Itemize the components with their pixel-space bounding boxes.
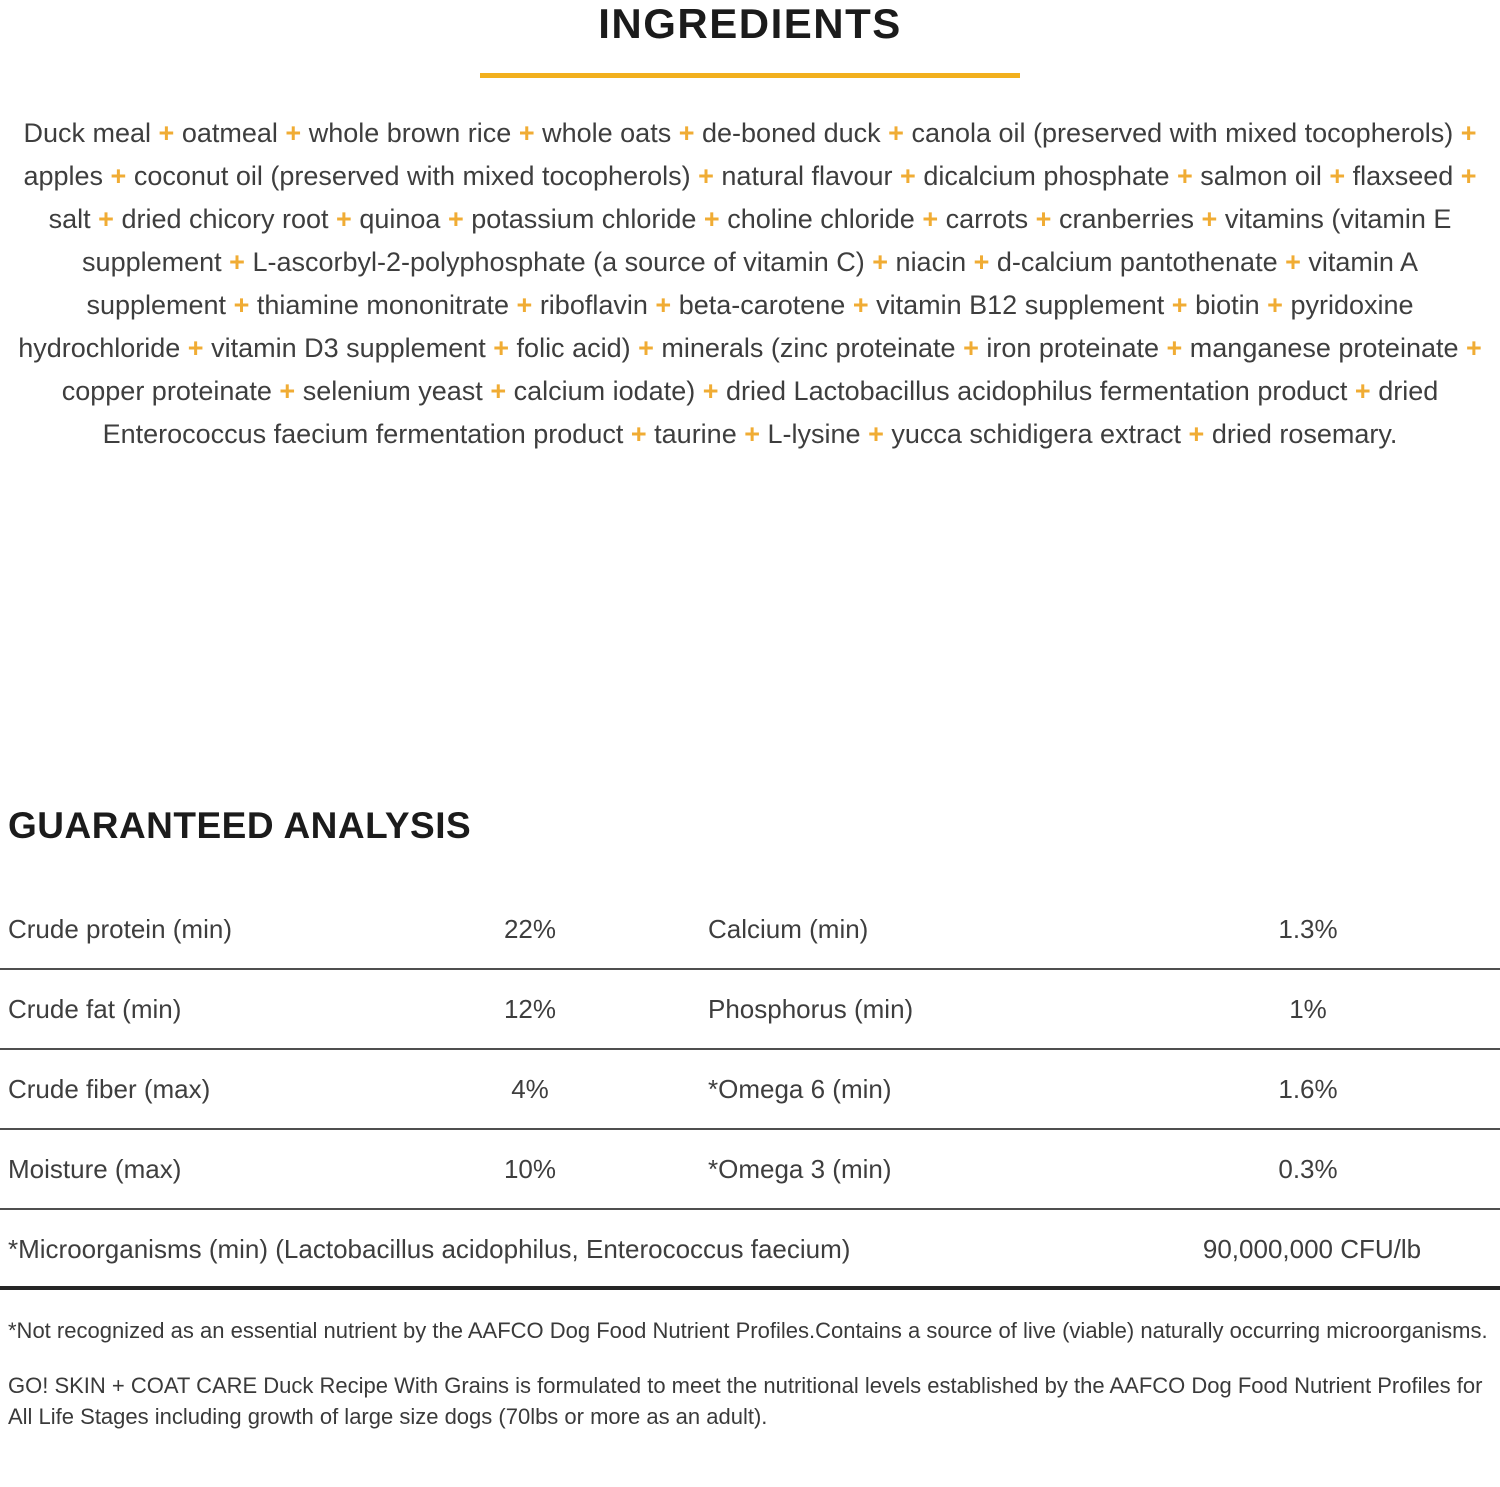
- ingredient-item: folic acid): [516, 333, 631, 363]
- ingredient-item: beta-carotene: [678, 290, 846, 320]
- ingredient-item: potassium chloride: [471, 204, 697, 234]
- plus-separator: +: [1171, 290, 1188, 320]
- ingredient-item: salmon oil: [1200, 161, 1322, 191]
- ingredient-item: dried Lactobacillus acidophilus fermentation product: [726, 376, 1348, 406]
- ingredient-item: calcium iodate): [513, 376, 696, 406]
- plus-separator: +: [279, 376, 296, 406]
- plus-separator: +: [922, 204, 939, 234]
- ingredient-item: d-calcium pantothenate: [996, 247, 1278, 277]
- analysis-label-right: *Omega 3 (min): [708, 1154, 892, 1184]
- plus-separator: +: [516, 290, 533, 320]
- plus-separator: +: [963, 333, 979, 363]
- plus-separator: +: [336, 204, 352, 234]
- plus-separator: +: [490, 376, 507, 406]
- ingredient-item: biotin: [1195, 290, 1260, 320]
- analysis-value-right: 1%: [1289, 994, 1327, 1024]
- analysis-spacer: [605, 1074, 708, 1104]
- footnote-aafco-nutrient: *Not recognized as an essential nutrient by the AAFCO Dog Food Nutrient Profiles.Contains a source of live (viable) naturally occurring microorganisms.: [8, 1318, 1488, 1343]
- analysis-value-left: 12%: [503, 994, 557, 1024]
- analysis-label-left: Crude protein (min): [8, 914, 232, 944]
- plus-separator: +: [187, 333, 204, 363]
- ingredient-item: whole oats: [542, 118, 672, 148]
- ingredient-item: manganese proteinate: [1189, 333, 1459, 363]
- plus-separator: +: [1329, 161, 1346, 191]
- analysis-row: [0, 1130, 1500, 1210]
- ingredient-item: selenium yeast: [302, 376, 483, 406]
- plus-separator: +: [888, 118, 904, 148]
- ingredient-item: vitamin D3 supplement: [211, 333, 486, 363]
- plus-separator: +: [638, 333, 654, 363]
- plus-separator: +: [655, 290, 672, 320]
- plus-separator: +: [1285, 247, 1301, 277]
- plus-separator: +: [1267, 290, 1283, 320]
- plus-separator: +: [1460, 161, 1477, 191]
- footnote-formulation-statement: GO! SKIN + COAT CARE Duck Recipe With Grains is formulated to meet the nutritional levels established by the AAFCO Dog Food Nutrient Profiles for All Life Stages including growth of large size dogs (70lbs or more as an adult).: [8, 1373, 1483, 1429]
- plus-separator: +: [158, 118, 175, 148]
- ingredient-item: L-ascorbyl-2-polyphosphate (a source of vitamin C): [252, 247, 865, 277]
- plus-separator: +: [518, 118, 535, 148]
- analysis-label-right: Calcium (min): [708, 914, 869, 944]
- plus-separator: +: [872, 247, 889, 277]
- microorganisms-label: *Microorganisms (min) (Lactobacillus acidophilus, Enterococcus faecium): [8, 1234, 851, 1264]
- ingredient-item: oatmeal: [181, 118, 278, 148]
- plus-separator: +: [285, 118, 302, 148]
- ingredient-item: flaxseed: [1352, 161, 1454, 191]
- ingredient-item: vitamins (vitamin E supplement: [82, 204, 1452, 277]
- plus-separator: +: [744, 419, 761, 449]
- analysis-row: [0, 970, 1500, 1050]
- ingredient-item: canola oil (preserved with mixed tocopherols): [911, 118, 1454, 148]
- plus-separator: +: [852, 290, 869, 320]
- ingredient-item: minerals (zinc proteinate: [661, 333, 956, 363]
- plus-separator: +: [493, 333, 510, 363]
- ingredient-item: apples: [23, 161, 104, 191]
- analysis-spacer: [605, 994, 708, 1024]
- ingredient-item: yucca schidigera extract: [891, 419, 1182, 449]
- ingredient-item: dried Enterococcus faecium fermentation product: [102, 376, 1439, 449]
- ingredient-item: vitamin B12 supplement: [876, 290, 1165, 320]
- plus-separator: +: [702, 376, 719, 406]
- plus-separator: +: [1188, 419, 1205, 449]
- analysis-value-right: 1.3%: [1278, 914, 1338, 944]
- analysis-label-left: Crude fiber (max): [8, 1074, 211, 1104]
- ingredient-item: L-lysine: [767, 419, 861, 449]
- ingredients-title: INGREDIENTS: [598, 0, 902, 47]
- analysis-label-right: *Omega 6 (min): [708, 1074, 892, 1104]
- ingredient-item: choline chloride: [727, 204, 915, 234]
- ingredient-item: natural flavour: [721, 161, 893, 191]
- ingredient-item: whole brown rice: [308, 118, 512, 148]
- plus-separator: +: [1035, 204, 1052, 234]
- ingredient-item: pyridoxine hydrochloride: [18, 290, 1414, 363]
- ingredient-item: thiamine mononitrate: [256, 290, 509, 320]
- ingredient-item: coconut oil (preserved with mixed tocopherols): [133, 161, 691, 191]
- ingredient-item: niacin: [895, 247, 967, 277]
- ingredient-item: copper proteinate: [61, 376, 272, 406]
- ingredients-list: [0, 112, 1500, 456]
- ingredient-item: dried rosemary.: [1211, 419, 1398, 449]
- plus-separator: +: [868, 419, 884, 449]
- analysis-spacer: [605, 914, 708, 944]
- analysis-label-right: Phosphorus (min): [708, 994, 914, 1024]
- plus-separator: +: [229, 247, 245, 277]
- analysis-spacer: [605, 1154, 708, 1184]
- analysis-value-left: 22%: [503, 914, 557, 944]
- analysis-label-left: Crude fat (min): [8, 994, 182, 1024]
- plus-separator: +: [1177, 161, 1193, 191]
- analysis-value-right: 1.6%: [1278, 1074, 1338, 1104]
- ingredient-item: iron proteinate: [986, 333, 1159, 363]
- ingredient-item: riboflavin: [539, 290, 648, 320]
- plus-separator: +: [678, 118, 695, 148]
- ingredient-item: de-boned duck: [702, 118, 881, 148]
- plus-separator: +: [1201, 204, 1218, 234]
- plus-separator: +: [703, 204, 720, 234]
- ingredient-item: dried chicory root: [121, 204, 329, 234]
- analysis-label-left: Moisture (max): [8, 1154, 182, 1184]
- guaranteed-analysis-table: [0, 890, 1500, 1210]
- plus-separator: +: [1466, 333, 1482, 363]
- plus-separator: +: [110, 161, 127, 191]
- plus-separator: +: [630, 419, 647, 449]
- ingredients-header: [0, 0, 1500, 78]
- plus-separator: +: [1460, 118, 1477, 148]
- analysis-value-left: 10%: [503, 1154, 557, 1184]
- blank-spacer: [0, 456, 1500, 806]
- ingredient-item: taurine: [654, 419, 737, 449]
- analysis-value-left: 4%: [511, 1074, 549, 1104]
- plus-separator: +: [1166, 333, 1183, 363]
- analysis-row: [0, 1050, 1500, 1130]
- ingredient-item: dicalcium phosphate: [923, 161, 1170, 191]
- ingredient-item: cranberries: [1058, 204, 1195, 234]
- ingredient-item: salt: [48, 204, 91, 234]
- analysis-value-right: 0.3%: [1278, 1154, 1338, 1184]
- guaranteed-analysis-title: GUARANTEED ANALYSIS: [8, 805, 472, 846]
- plus-separator: +: [973, 247, 990, 277]
- ingredient-item: Duck meal: [23, 118, 152, 148]
- plus-separator: +: [900, 161, 916, 191]
- plus-separator: +: [447, 204, 464, 234]
- plus-separator: +: [98, 204, 114, 234]
- microorganisms-row: [0, 1210, 1500, 1290]
- title-underline-rule: [480, 73, 1020, 78]
- plus-separator: +: [698, 161, 714, 191]
- ingredient-item: vitamin A supplement: [86, 247, 1418, 320]
- plus-separator: +: [233, 290, 250, 320]
- ingredient-item: carrots: [945, 204, 1029, 234]
- analysis-row: [0, 890, 1500, 970]
- plus-separator: +: [1354, 376, 1371, 406]
- ingredient-item: quinoa: [359, 204, 441, 234]
- microorganisms-value: 90,000,000 CFU/lb: [1202, 1234, 1422, 1264]
